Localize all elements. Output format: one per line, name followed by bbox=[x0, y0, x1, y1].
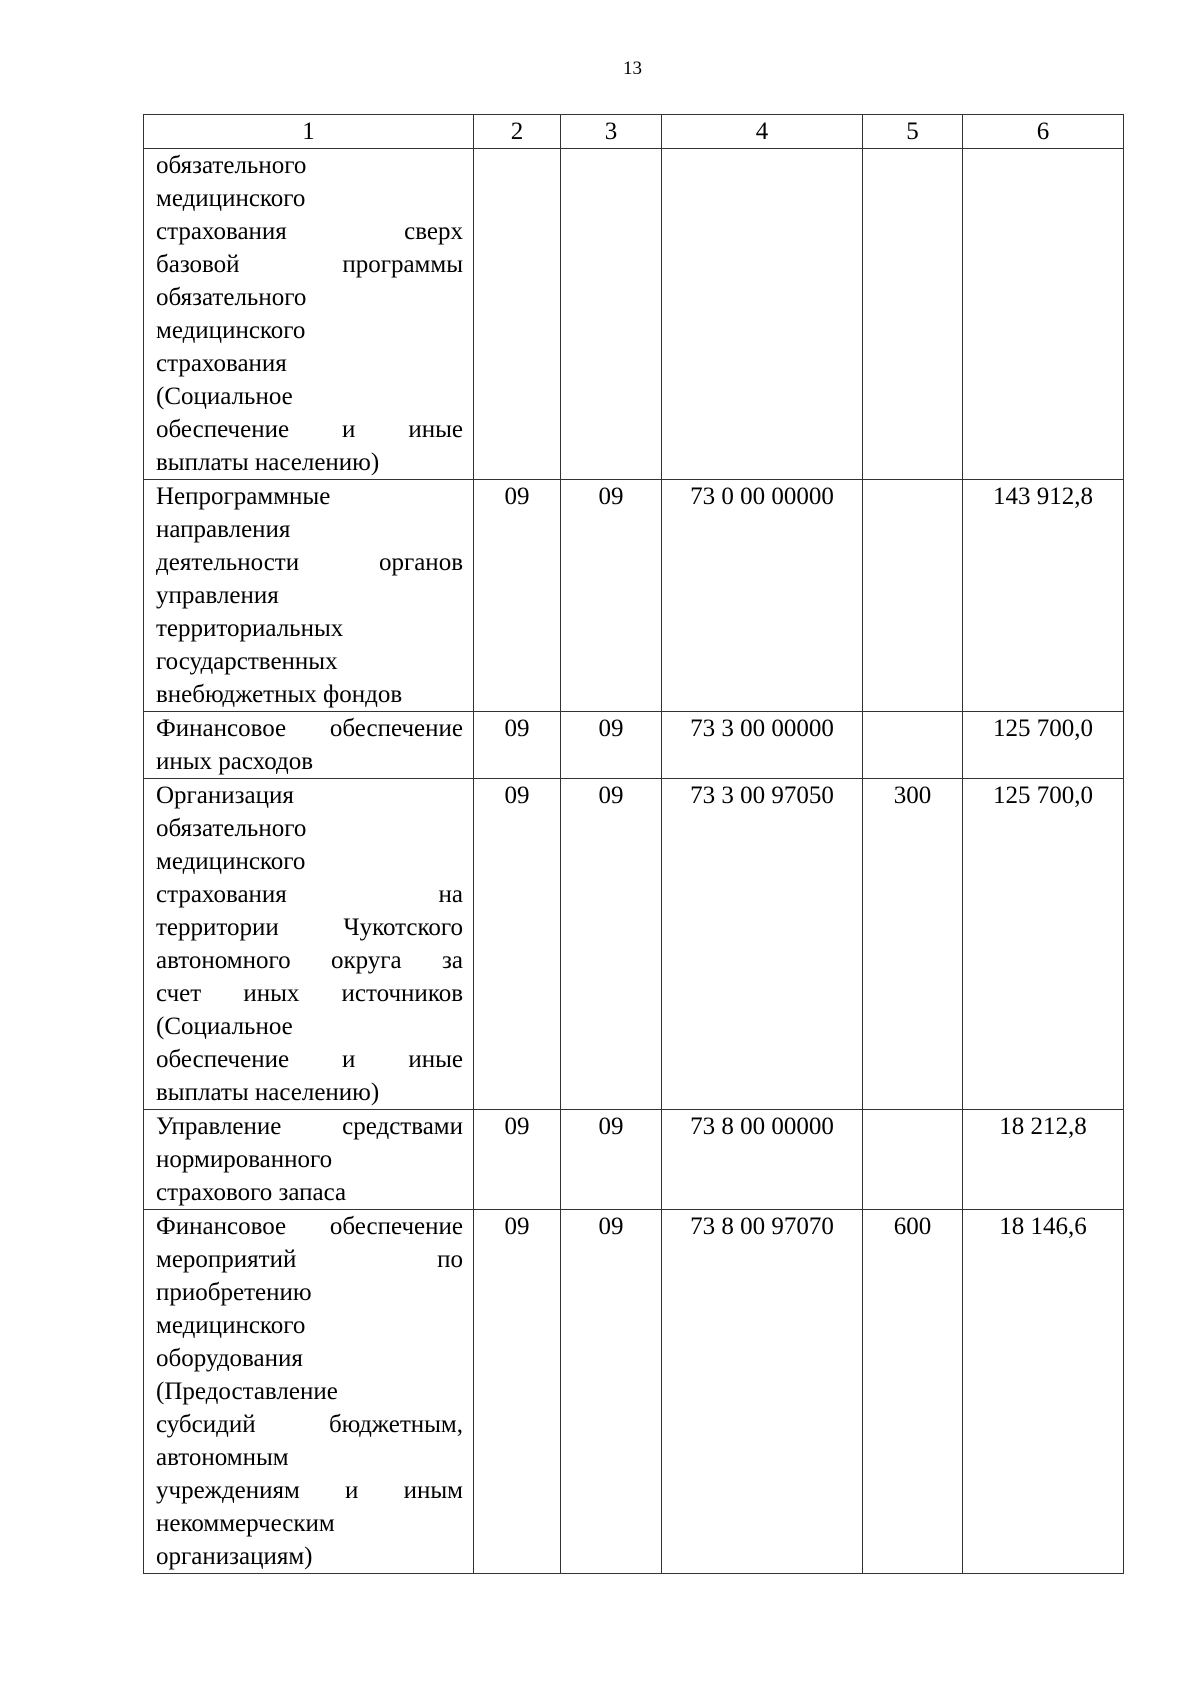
expense-name-line: обеспечение и иные bbox=[156, 1046, 463, 1073]
expense-name-line: субсидий бюджетным, bbox=[156, 1411, 463, 1438]
expense-name-line: страхования сверх bbox=[156, 218, 463, 245]
amount-cell: 18 146,6 bbox=[963, 1210, 1124, 1574]
expense-name-line: медицинского bbox=[156, 317, 306, 344]
expense-name-line: территориальных bbox=[156, 615, 344, 642]
subsection-code-cell: 09 bbox=[561, 480, 662, 712]
expense-name-line: автономным bbox=[156, 1444, 289, 1471]
expense-name-cell bbox=[144, 779, 474, 1110]
target-article-cell: 73 3 00 00000 bbox=[662, 712, 863, 779]
section-code-cell: 09 bbox=[474, 712, 561, 779]
amount-cell: 125 700,0 bbox=[963, 712, 1124, 779]
expense-name-line: медицинского bbox=[156, 1312, 306, 1339]
expense-name-line: медицинского bbox=[156, 185, 306, 212]
expense-name-line: приобретению bbox=[156, 1279, 312, 1306]
subsection-code-cell bbox=[561, 149, 662, 480]
expense-name-line: организациям) bbox=[156, 1543, 313, 1570]
expense-name-line: Непрограммные bbox=[156, 483, 331, 510]
expense-name-line: страхования на bbox=[156, 881, 463, 908]
section-code-cell: 09 bbox=[474, 1110, 561, 1210]
expense-name-line: нормированного bbox=[156, 1146, 333, 1173]
expense-name-line: Финансовое обеспечение bbox=[156, 715, 463, 742]
expense-name-line: Финансовое обеспечение bbox=[156, 1213, 463, 1240]
expense-type-cell bbox=[863, 712, 963, 779]
expense-name-line: обеспечение и иные bbox=[156, 416, 463, 443]
expense-name-line: иных расходов bbox=[156, 748, 314, 775]
expense-name-line: (Предоставление bbox=[156, 1378, 338, 1405]
table-row bbox=[144, 712, 1124, 779]
expense-name-line: мероприятий по bbox=[156, 1246, 463, 1273]
expense-name-line: оборудования bbox=[156, 1345, 303, 1372]
column-header-6: 6 bbox=[963, 115, 1124, 149]
header-row bbox=[144, 115, 1124, 149]
target-article-cell: 73 0 00 00000 bbox=[662, 480, 863, 712]
expense-name-cell bbox=[144, 712, 474, 779]
expense-name-line: направления bbox=[156, 516, 291, 543]
subsection-code-cell: 09 bbox=[561, 712, 662, 779]
expense-name-line: базовой программы bbox=[156, 251, 463, 278]
subsection-code-cell: 09 bbox=[561, 1110, 662, 1210]
table-row bbox=[144, 149, 1124, 480]
table-row bbox=[144, 779, 1124, 1110]
expense-type-cell bbox=[863, 1110, 963, 1210]
column-header-4: 4 bbox=[662, 115, 863, 149]
expense-name-line: счет иных источников bbox=[156, 980, 463, 1007]
amount-cell: 143 912,8 bbox=[963, 480, 1124, 712]
expense-name-line: обязательного bbox=[156, 284, 307, 311]
table-row bbox=[144, 480, 1124, 712]
table-row bbox=[144, 1110, 1124, 1210]
expense-name-line: автономного округа за bbox=[156, 947, 463, 974]
section-code-cell: 09 bbox=[474, 1210, 561, 1574]
expense-name-cell bbox=[144, 480, 474, 712]
column-header-2: 2 bbox=[474, 115, 561, 149]
section-code-cell bbox=[474, 149, 561, 480]
expense-name-line: Организация bbox=[156, 782, 294, 809]
section-code-cell: 09 bbox=[474, 779, 561, 1110]
expense-name-line: управления bbox=[156, 582, 279, 609]
expense-name-cell bbox=[144, 1210, 474, 1574]
subsection-code-cell: 09 bbox=[561, 1210, 662, 1574]
expense-name-line: медицинского bbox=[156, 848, 306, 875]
target-article-cell: 73 8 00 00000 bbox=[662, 1110, 863, 1210]
expense-name-line: обязательного bbox=[156, 815, 307, 842]
expense-type-cell: 300 bbox=[863, 779, 963, 1110]
expense-name-line: страхования bbox=[156, 350, 287, 377]
target-article-cell: 73 3 00 97050 bbox=[662, 779, 863, 1110]
budget-table bbox=[143, 114, 1124, 1574]
column-header-3: 3 bbox=[561, 115, 662, 149]
section-code-cell: 09 bbox=[474, 480, 561, 712]
expense-name-line: внебюджетных фондов bbox=[156, 681, 403, 708]
expense-name-line: учреждениям и иным bbox=[156, 1477, 463, 1504]
expense-name-cell bbox=[144, 149, 474, 480]
expense-name-line: территории Чукотского bbox=[156, 914, 463, 941]
page-number: 13 bbox=[623, 58, 642, 79]
expense-name-line: некоммерческим bbox=[156, 1510, 335, 1537]
target-article-cell bbox=[662, 149, 863, 480]
expense-name-cell bbox=[144, 1110, 474, 1210]
target-article-cell: 73 8 00 97070 bbox=[662, 1210, 863, 1574]
amount-cell bbox=[963, 149, 1124, 480]
expense-name-line: выплаты населению) bbox=[156, 449, 380, 476]
column-header-5: 5 bbox=[863, 115, 963, 149]
table-row bbox=[144, 1210, 1124, 1574]
expense-name-line: (Социальное bbox=[156, 1013, 293, 1040]
expense-name-line: обязательного bbox=[156, 152, 307, 179]
expense-name-line: Управление средствами bbox=[156, 1113, 463, 1140]
subsection-code-cell: 09 bbox=[561, 779, 662, 1110]
column-header-1: 1 bbox=[144, 115, 474, 149]
amount-cell: 18 212,8 bbox=[963, 1110, 1124, 1210]
expense-type-cell: 600 bbox=[863, 1210, 963, 1574]
expense-name-line: государственных bbox=[156, 648, 338, 675]
expense-type-cell bbox=[863, 480, 963, 712]
amount-cell: 125 700,0 bbox=[963, 779, 1124, 1110]
expense-name-line: выплаты населению) bbox=[156, 1079, 380, 1106]
expense-name-line: страхового запаса bbox=[156, 1179, 347, 1206]
expense-name-line: (Социальное bbox=[156, 383, 293, 410]
table-body bbox=[144, 149, 1124, 1574]
expense-type-cell bbox=[863, 149, 963, 480]
expense-name-line: деятельности органов bbox=[156, 549, 463, 576]
